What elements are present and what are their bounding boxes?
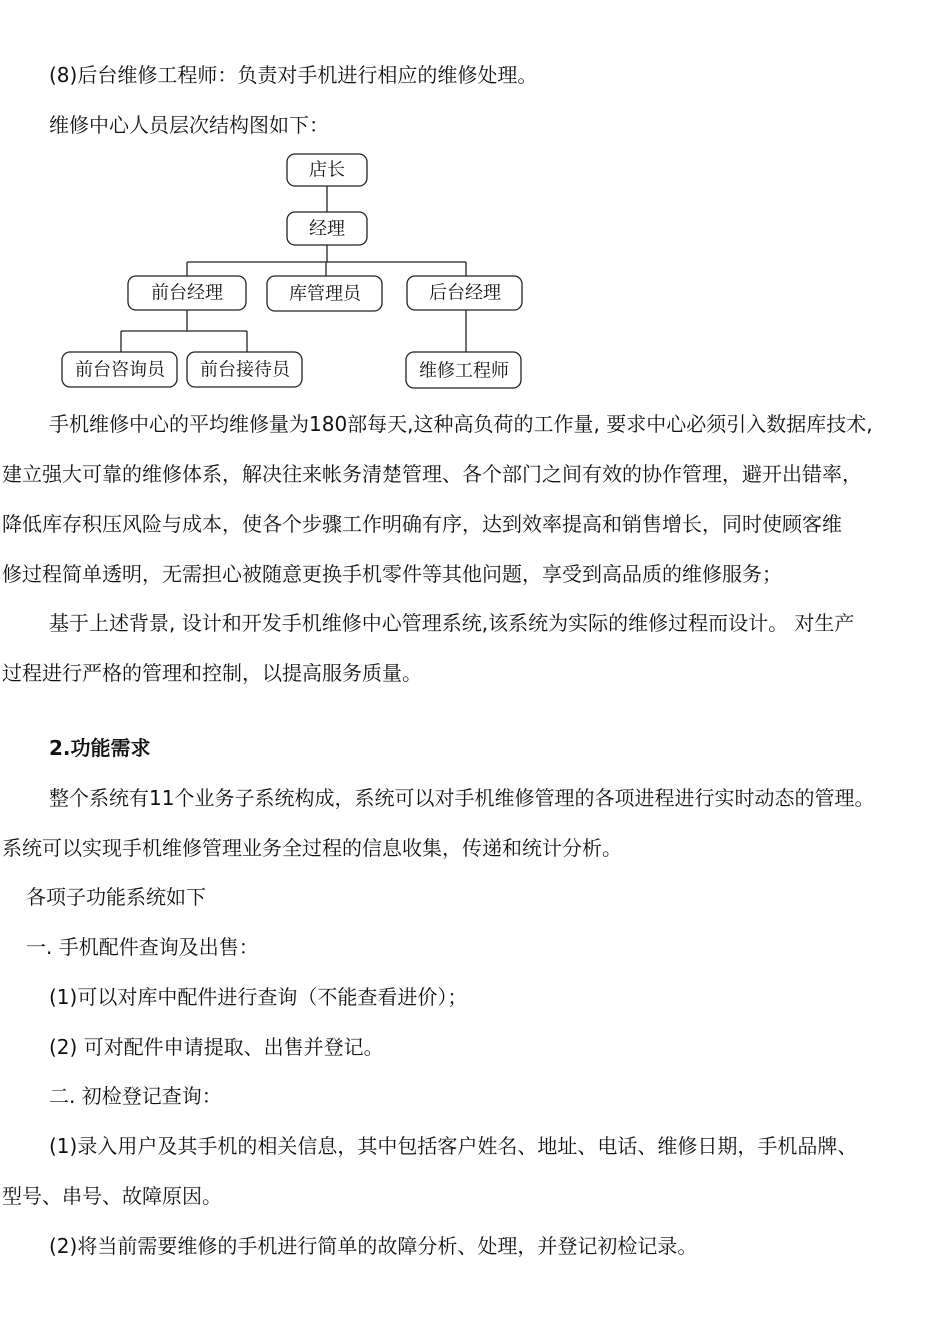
node-repair-engineer: 维修工程师 [419,360,509,382]
list-item-title: 二. 初检登记查询： [49,1084,222,1108]
section-heading: 2.功能需求 [49,736,151,760]
node-warehouse-admin: 库管理员 [289,283,361,305]
node-front-consultant: 前台咨询员 [75,359,165,381]
list-subitem: (1)录入用户及其手机的相关信息，其中包括客户姓名、地址、电话、维修日期，手机品牌、 [49,1134,858,1158]
list-subitem: (2) 可对配件申请提取、出售并登记。 [49,1035,384,1059]
list-item-title: 一. 手机配件查询及出售： [26,935,259,959]
paragraph-line: 基于上述背景, 设计和开发手机维修中心管理系统,该系统为实际的维修过程而设计。 对生产 [49,611,855,635]
org-chart [0,0,950,400]
paragraph-line: 修过程简单透明，无需担心被随意更换手机零件等其他问题，享受到高品质的维修服务； [2,562,782,586]
list-subitem: (1)可以对库中配件进行查询（不能查看进价）； [49,985,468,1009]
node-back-manager: 后台经理 [429,282,501,304]
node-manager: 经理 [309,218,345,240]
paragraph-line: 手机维修中心的平均维修量为180部每天,这种高负荷的工作量, 要求中心必须引入数据库技术, [49,412,873,436]
node-front-receptionist: 前台接待员 [200,359,290,381]
paragraph-line: (8)后台维修工程师：负责对手机进行相应的维修处理。 [49,63,538,87]
node-store-manager: 店长 [309,159,345,181]
chart-caption: 维修中心人员层次结构图如下： [49,113,329,137]
paragraph-line: 建立强大可靠的维修体系，解决往来帐务清楚管理、各个部门之间有效的协作管理，避开出错率， [2,462,862,486]
list-intro: 各项子功能系统如下 [26,885,206,909]
paragraph-line: 整个系统有11个业务子系统构成，系统可以对手机维修管理的各项进程进行实时动态的管理。 [49,786,875,810]
node-front-manager: 前台经理 [151,282,223,304]
paragraph-line: 过程进行严格的管理和控制，以提高服务质量。 [2,661,422,685]
paragraph-line: 降低库存积压风险与成本，使各个步骤工作明确有序，达到效率提高和销售增长，同时使顾客维 [2,512,842,536]
list-subitem: (2)将当前需要维修的手机进行简单的故障分析、处理，并登记初检记录。 [49,1234,698,1258]
list-subitem: 型号、串号、故障原因。 [2,1184,222,1208]
paragraph-line: 系统可以实现手机维修管理业务全过程的信息收集，传递和统计分析。 [2,836,622,860]
